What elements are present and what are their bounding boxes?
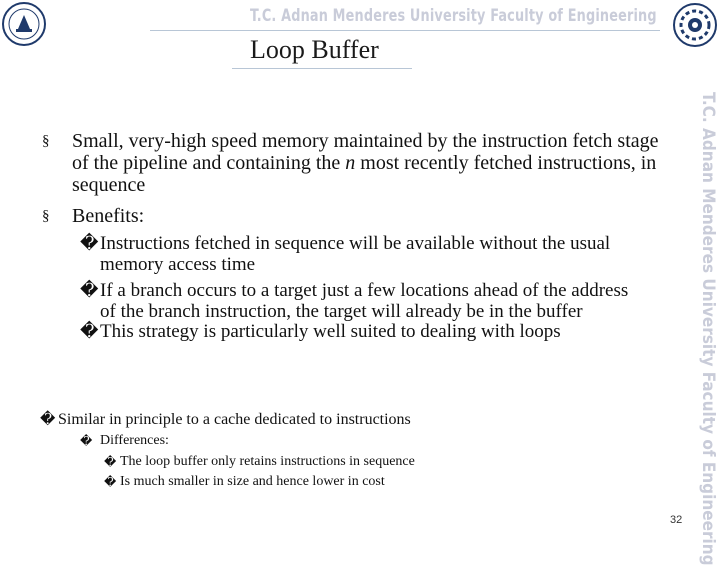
difference-marker: � (104, 455, 117, 469)
difference-text: The loop buffer only retains instructions in sequence (120, 454, 415, 469)
title-rule (232, 68, 412, 69)
difference-marker: � (104, 475, 117, 489)
bullet-text-part: Small, very-high speed memory maintained by the instruction fetch stage of the pipeline and containing the (72, 130, 659, 174)
slide-title: Loop Buffer (250, 35, 379, 64)
bullet-marker: § (42, 133, 50, 149)
sub-bullet-text: Instructions fetched in sequence will be available without the usual memory access time (100, 233, 611, 275)
header-rule (150, 30, 660, 31)
page-number: 32 (670, 514, 683, 526)
sub-bullet-text: If a branch occurs to a target just a few locations ahead of the address of the branch instruction, the target will already be in the buffer (100, 280, 629, 322)
bullet-marker: § (42, 208, 50, 224)
extra-bullet-marker: � (40, 412, 56, 428)
faculty-logo (672, 2, 718, 48)
bullet-text (72, 130, 672, 196)
bullet-text-part: most recently fetched instructions, in sequence (72, 152, 657, 196)
sub-bullet-marker: � (80, 233, 99, 253)
university-logo (2, 2, 46, 46)
sub-bullet-marker: � (80, 321, 99, 341)
header-watermark: T.C. Adnan Menderes University Faculty of Engineering (250, 6, 657, 26)
differences-text: Differences: (100, 433, 169, 448)
sub-bullet-marker: � (80, 280, 99, 300)
bullet-text: Benefits: (72, 205, 145, 227)
side-watermark: T.C. Adnan Menderes University Faculty of Engineering (698, 92, 718, 566)
difference-text: Is much smaller in size and hence lower in cost (120, 474, 385, 489)
differences-marker: � (80, 434, 93, 448)
extra-bullet-text: Similar in principle to a cache dedicated to instructions (58, 411, 411, 428)
sub-bullet-text: This strategy is particularly well suited to dealing with loops (100, 321, 561, 342)
italic-n: n (345, 152, 356, 174)
